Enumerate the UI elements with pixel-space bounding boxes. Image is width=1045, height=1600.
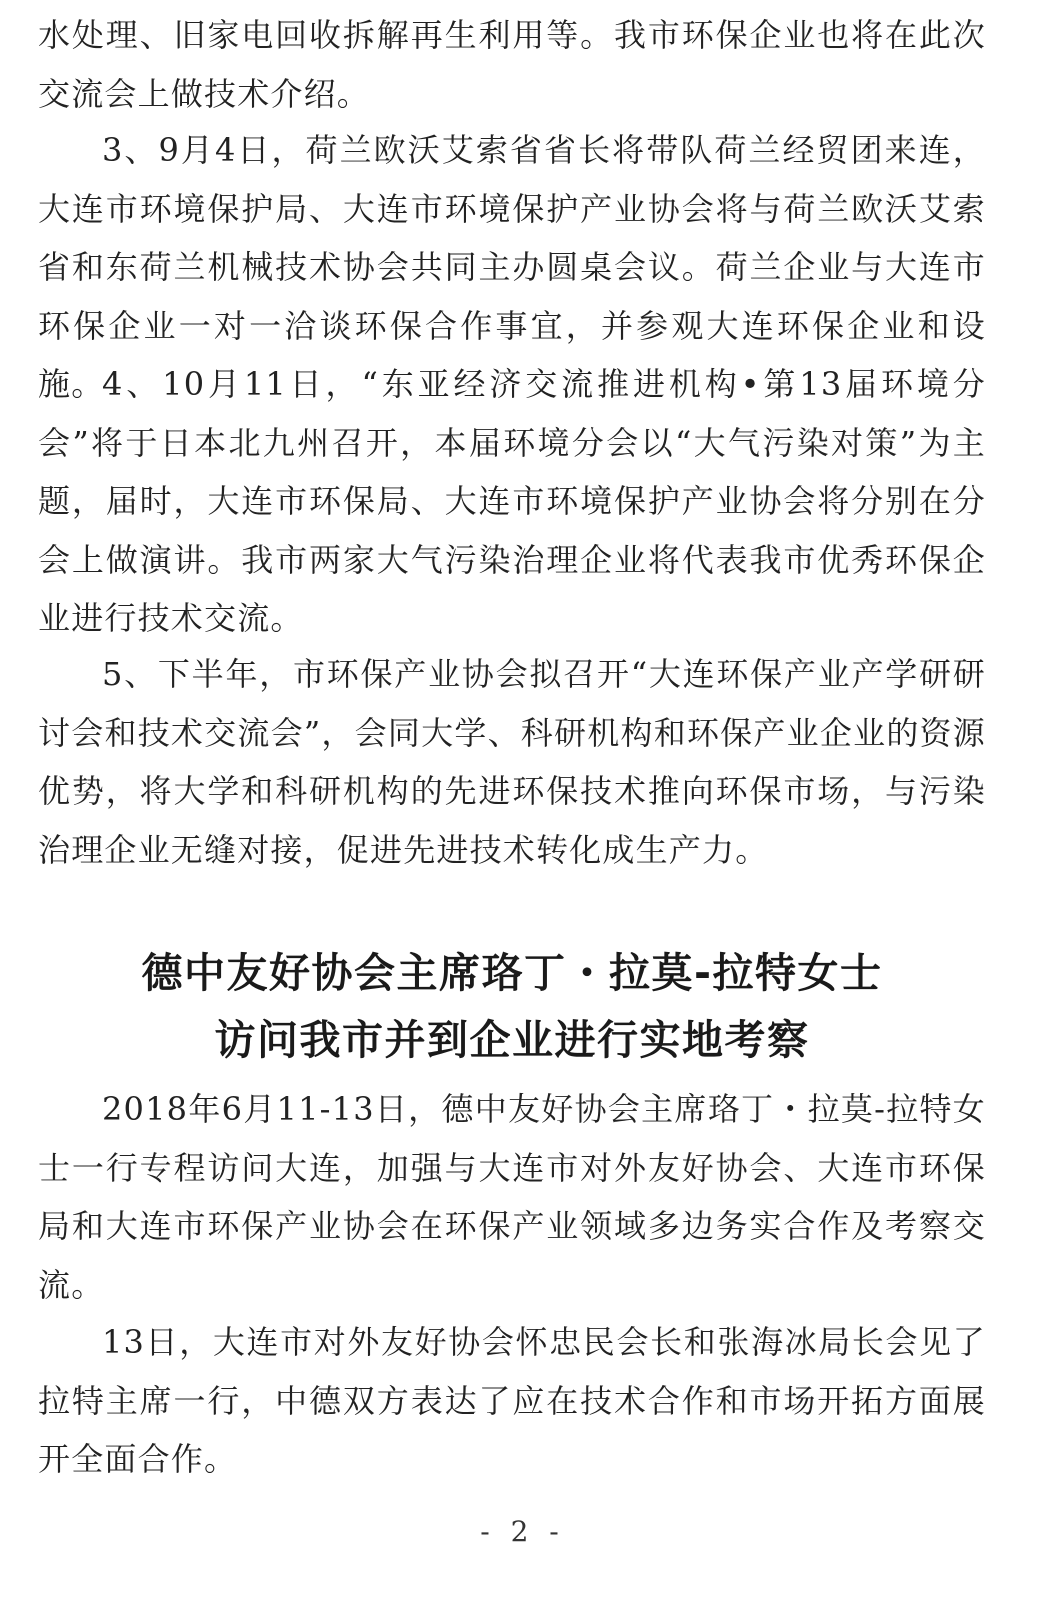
paragraph-item-5: 5、下半年，市环保产业协会拟召开“大连环保产业产学研研讨会和技术交流会”，会同大学、科研机构和环保产业企业的资源优势，将大学和科研机构的先进环保技术推向环保市场，与污染治理企业无缝对接，促进先进技术转化成生产力。 <box>38 655 986 869</box>
article-title-line-2: 访问我市并到企业进行实地考察 <box>214 1016 810 1064</box>
paragraph-item-4: 4、10月11日，“东亚经济交流推进机构•第13届环境分会”将于日本北九州召开，本届环境分会以“大气污染对策”为主题，届时，大连市环保局、大连市环境保护产业协会将分别在分会上做演讲。我市两家大气污染治理企业将代表我市优秀环保企业进行技术交流。 <box>38 365 986 637</box>
article-title-line-1: 德中友好协会主席珞丁・拉莫-拉特女士 <box>141 949 883 997</box>
article-paragraph-meeting: 13日，大连市对外友好协会怀忠民会长和张海冰局长会见了拉特主席一行，中德双方表达了应在技术合作和市场开拓方面展开全面合作。 <box>38 1323 986 1478</box>
paragraph-item-3: 3、9月4日，荷兰欧沃艾索省省长将带队荷兰经贸团来连，大连市环境保护局、大连市环境保护产业协会将与荷兰欧沃艾索省和东荷兰机械技术协会共同主办圆桌会议。荷兰企业与大连市环保企业一对一洽谈环保合作事宜，并参观大连环保企业和设施。 <box>38 131 986 403</box>
article-paragraph-visit: 2018年6月11-13日，德中友好协会主席珞丁・拉莫-拉特女士一行专程访问大连，加强与大连市对外友好协会、大连市环保局和大连市环保产业协会在环保产业领域多边务实合作及考察交流。 <box>38 1090 986 1304</box>
paragraph-continuation: 水处理、旧家电回收拆解再生利用等。我市环保企业也将在此次交流会上做技术介绍。 <box>38 16 986 113</box>
page-number: - 2 - <box>480 1515 565 1548</box>
